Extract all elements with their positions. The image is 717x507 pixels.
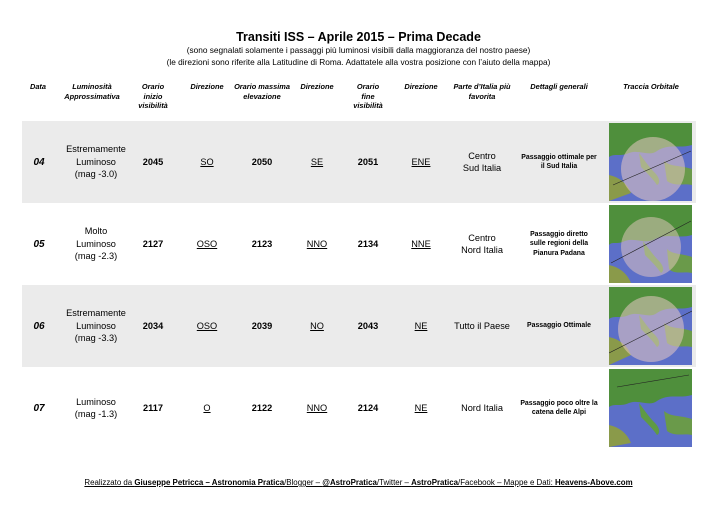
subtitle-directions: (le direzioni sono riferite alla Latitudine di Roma. Adattatele alla vostra posizione con l’aiuto della mappa)	[166, 57, 551, 67]
orbit-track-map	[609, 369, 692, 447]
row-end-direction: ENE	[411, 157, 431, 167]
col-header-direzione-2: Direzione	[300, 82, 334, 91]
row-max-direction: SE	[310, 157, 324, 167]
row-date: 07	[33, 402, 45, 414]
row-max-time: 2122	[251, 403, 273, 413]
row-luminosity: Estremamente Luminoso (mag -3.0)	[66, 144, 126, 180]
row-end-time: 2134	[357, 239, 379, 249]
col-header-data: Data	[29, 82, 47, 91]
data-source-link[interactable]: Heavens-Above.com	[554, 478, 633, 487]
col-header-orario-fine: Orario fine visibilità	[353, 82, 383, 111]
col-header-dettagli: Dettagli generali	[530, 82, 588, 91]
table-row	[22, 367, 696, 449]
row-date: 04	[33, 156, 45, 168]
orbit-map-image	[609, 287, 692, 365]
col-header-traccia: Traccia Orbitale	[623, 82, 679, 91]
col-header-parte-italia: Parte d’Italia più favorita	[453, 82, 511, 101]
row-end-direction: NNE	[411, 239, 431, 249]
row-end-time: 2043	[357, 321, 379, 331]
row-end-direction: NE	[414, 403, 428, 413]
orbit-track-map	[609, 287, 692, 365]
row-favoured-area: Centro Nord Italia	[461, 232, 503, 255]
row-details: Passaggio diretto sulle regioni della Pianura Padana	[529, 230, 589, 257]
row-start-time: 2034	[142, 321, 164, 331]
orbit-map-image	[609, 123, 692, 201]
row-max-direction: NO	[310, 321, 324, 331]
row-details: Passaggio poco oltre la catena delle Alpi	[520, 399, 598, 416]
row-max-direction: NNO	[306, 239, 328, 249]
col-header-direzione-3: Direzione	[404, 82, 438, 91]
row-start-direction: SO	[200, 157, 214, 167]
row-favoured-area: Tutto il Paese	[454, 320, 510, 331]
row-end-time: 2051	[357, 157, 379, 167]
row-max-time: 2039	[251, 321, 273, 331]
row-details: Passaggio Ottimale	[527, 322, 591, 330]
row-date: 05	[33, 238, 45, 250]
row-end-direction: NE	[414, 321, 428, 331]
twitter-handle[interactable]: @AstroPratica	[322, 478, 377, 487]
row-details: Passaggio ottimale per il Sud Italia	[521, 153, 597, 170]
credits-footer: Realizzato da Giuseppe Petricca – Astronomia Pratica/Blogger – @AstroPratica/Twitter – AstroPratica/Facebook – Mappe e Dati: Heavens-Above.com	[84, 478, 633, 487]
row-max-time: 2050	[251, 157, 273, 167]
row-date: 06	[33, 320, 45, 332]
row-start-direction: OSO	[196, 321, 218, 331]
row-max-time: 2123	[251, 239, 273, 249]
col-header-orario-inizio: Orario inizio visibilità	[138, 82, 168, 111]
author-name: Giuseppe Petricca – Astronomia Pratica	[134, 478, 285, 487]
row-start-direction: O	[203, 403, 211, 413]
row-end-time: 2124	[357, 403, 379, 413]
table-row	[22, 285, 696, 367]
row-luminosity: Luminoso (mag -1.3)	[74, 396, 118, 419]
facebook-page[interactable]: AstroPratica	[411, 478, 459, 487]
orbit-track-map	[609, 205, 692, 283]
col-header-luminosita: Luminosità Approssimativa	[64, 82, 120, 101]
page-title: Transiti ISS – Aprile 2015 – Prima Decade	[236, 30, 481, 44]
orbit-track-map	[609, 123, 692, 201]
row-start-time: 2117	[143, 403, 163, 413]
subtitle-note: (sono segnalati solamente i passaggi più luminosi visibili dalla maggioranza del nostro paese)	[186, 45, 531, 55]
row-start-time: 2127	[142, 239, 164, 249]
row-favoured-area: Centro Sud Italia	[462, 150, 502, 173]
row-favoured-area: Nord Italia	[461, 402, 503, 413]
row-max-direction: NNO	[306, 403, 328, 413]
row-start-time: 2045	[142, 157, 164, 167]
row-luminosity: Molto Luminoso (mag -2.3)	[74, 226, 118, 262]
col-header-orario-massima: Orario massima elevazione	[234, 82, 290, 101]
orbit-map-image	[609, 369, 692, 447]
table-row	[22, 121, 696, 203]
orbit-map-image	[609, 205, 692, 283]
row-start-direction: OSO	[196, 239, 218, 249]
table-row	[22, 203, 696, 285]
row-luminosity: Estremamente Luminoso (mag -3.3)	[66, 308, 126, 344]
col-header-direzione-1: Direzione	[190, 82, 224, 91]
